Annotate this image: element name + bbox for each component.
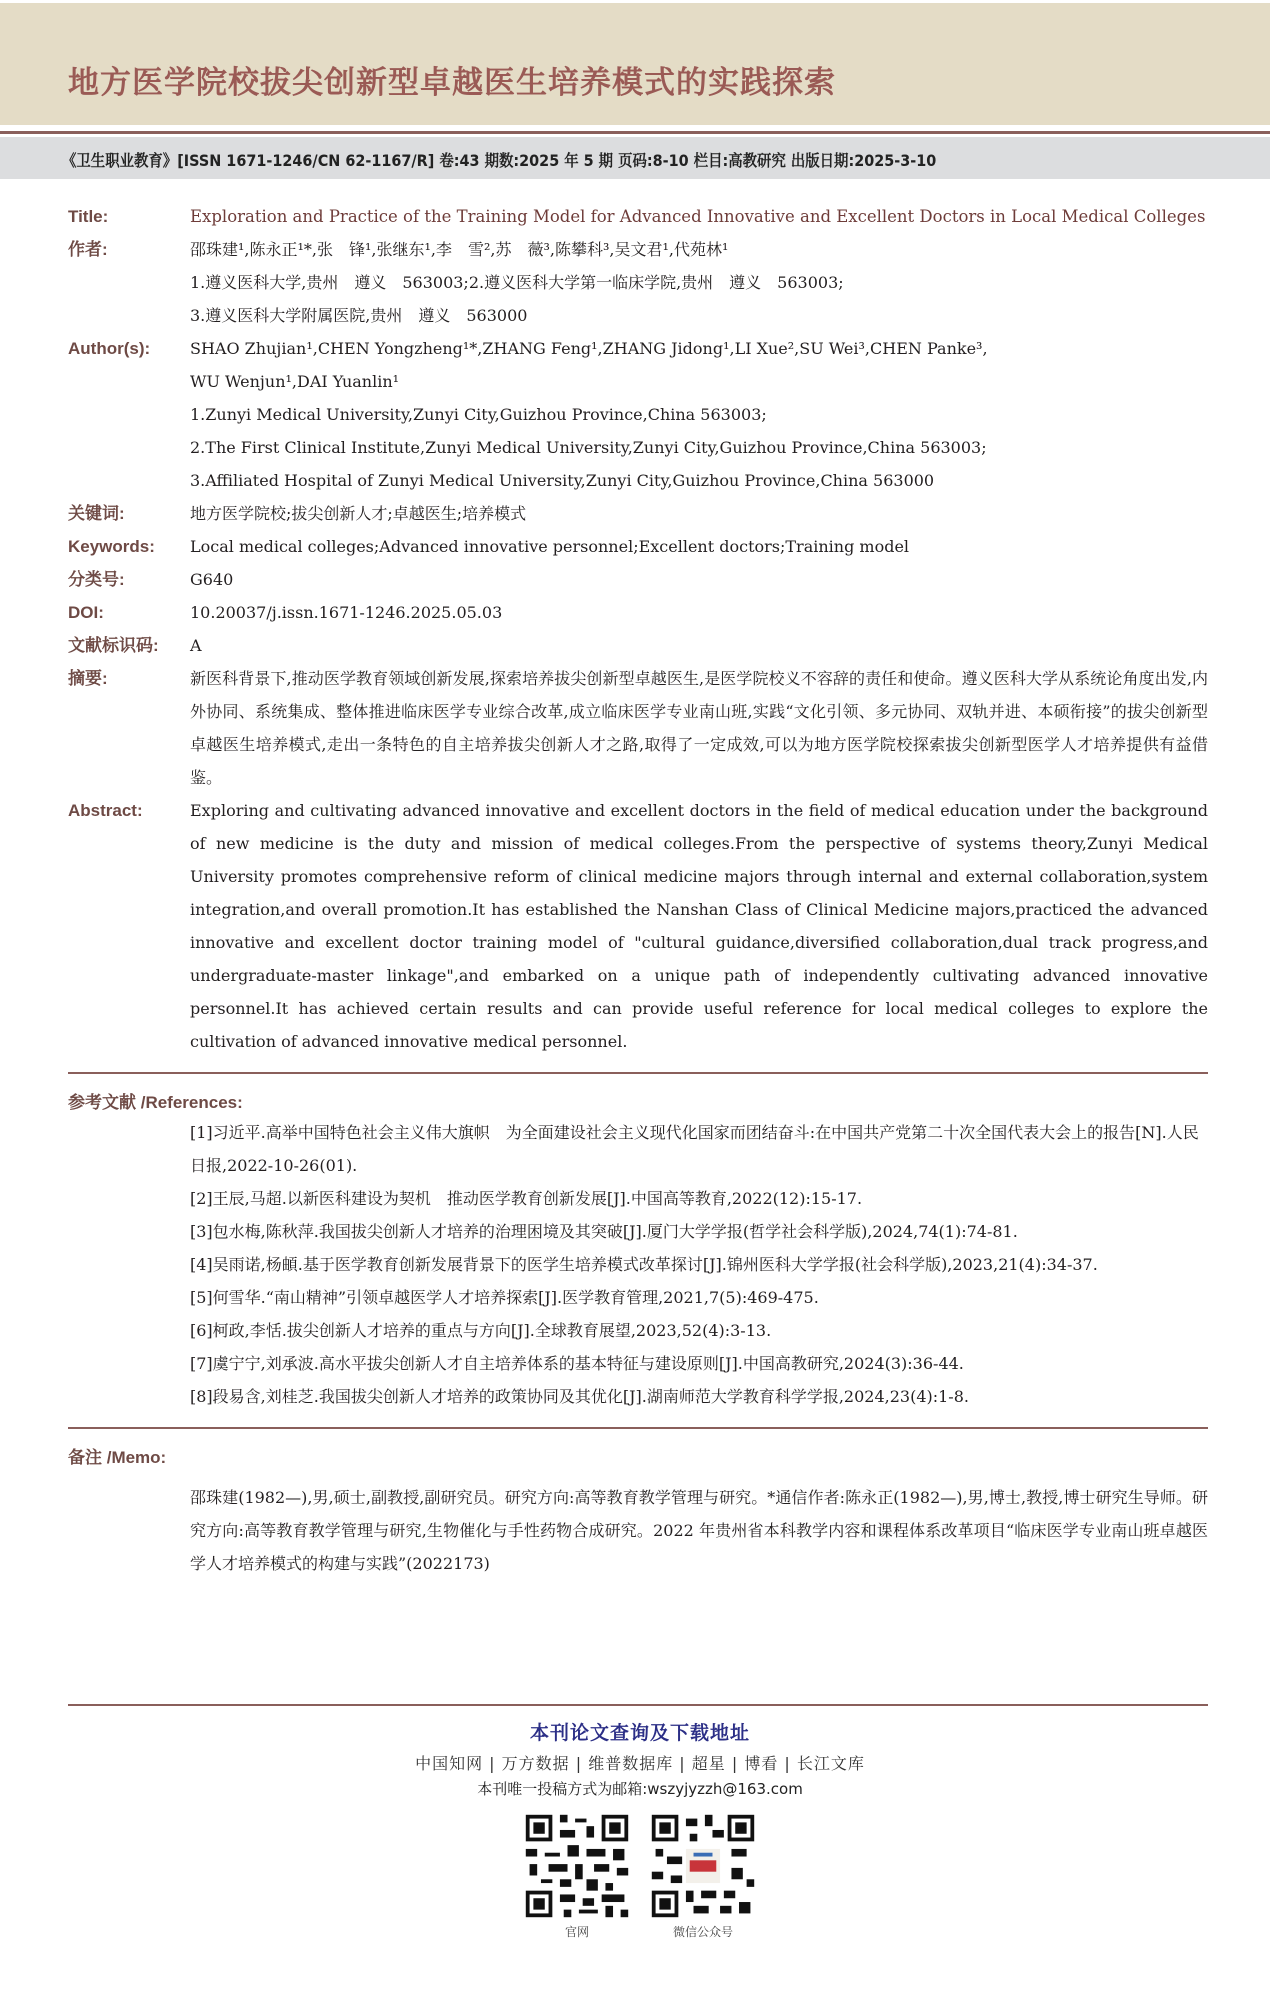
qr-code-icon[interactable] — [522, 1811, 632, 1921]
references-heading: 参考文献 /References: — [68, 1093, 243, 1112]
reference-item: [6]柯政,李恬.拔尖创新人才培养的重点与方向[J].全球教育展望,2023,52(4):3-13. — [190, 1321, 772, 1340]
field-classification — [68, 563, 1208, 596]
qr-website[interactable] — [522, 1811, 632, 1940]
journal-meta-bar — [0, 137, 1270, 179]
reference-list — [190, 1116, 1208, 1413]
abstract-en: Exploring and cultivating advanced innovative and excellent doctors in the field of medical education under the background of new medicine is the duty and mission of medical colleges.From the perspective of systems theory,Zunyi Medical University promotes comprehensive reform of clinical medicine majors through internal and external collaboration,system integration,and overall promotion.It has established the Nanshan Class of Clinical Medicine majors,practiced the advanced innovative and excellent doctor training model of "cultural guidance,diversified collaboration,dual track progress,and undergraduate-master linkage",and embarked on a unique path of independently cultivating advanced innovative personnel.It has achieved certain results and can provide useful reference for local medical colleges to explore the cultivation of advanced innovative medical personnel. — [190, 801, 1208, 1051]
author-names-en: WU Wenjun¹,DAI Yuanlin¹ — [190, 372, 400, 391]
memo-text: 邵珠建(1982—),男,硕士,副教授,副研究员。研究方向:高等教育教学管理与研究。*通信作者:陈永正(1982—),男,博士,教授,博士研究生导师。研究方向:高等教育教学管理与研究,生物催化与手性药物合成研究。2022 年贵州省本科教学内容和课程体系改革项目“临床医学专业南山班卓越医学人才培养模式的构建与实践”(2022173) — [190, 1488, 1208, 1573]
reference-item: [7]虞宁宁,刘承波.高水平拔尖创新人才自主培养体系的基本特征与建设原则[J].中国高教研究,2024(3):36-44. — [190, 1354, 964, 1373]
journal-footer — [0, 1718, 1280, 1940]
download-heading: 本刊论文查询及下载地址 — [529, 1722, 750, 1744]
reference-item: [8]段易含,刘桂芝.我国拔尖创新人才培养的政策协同及其优化[J].湖南师范大学教育科学学报,2024,23(4):1-8. — [190, 1387, 969, 1406]
qr-caption: 微信公众号 — [672, 1925, 733, 1939]
submission-email: 本刊唯一投稿方式为邮箱:wszyjyzzh@163.com — [477, 1780, 803, 1798]
field-label: Keywords: — [68, 537, 155, 556]
qr-code-icon[interactable] — [648, 1811, 758, 1921]
author-names-en: SHAO Zhujian¹,CHEN Yongzheng¹*,ZHANG Feng¹,ZHANG Jidong¹,LI Xue²,SU Wei³,CHEN Panke³, — [190, 339, 988, 358]
field-label: DOI: — [68, 603, 104, 622]
author-names-cn: 邵珠建¹,陈永正¹*,张 锋¹,张继东¹,李 雪²,苏 薇³,陈攀科³,吴文君¹,代苑林¹ — [190, 240, 729, 259]
field-label: Author(s): — [68, 339, 151, 358]
field-label: 关键词: — [68, 504, 125, 523]
reference-item: [2]王辰,马超.以新医科建设为契机 推动医学教育创新发展[J].中国高等教育,2022(12):15-17. — [190, 1189, 863, 1208]
abstract-cn: 新医科背景下,推动医学教育领域创新发展,探索培养拔尖创新型卓越医生,是医学院校义不容辞的责任和使命。遵义医科大学从系统论角度出发,内外协同、系统集成、整体推进临床医学专业综合改革,成立临床医学专业南山班,实践“文化引领、多元协同、双轨并进、本硕衔接”的拔尖创新型卓越医生培养模式,走出一条特色的自主培养拔尖创新人才之路,取得了一定成效,可以为地方医学院校探索拔尖创新型医学人才培养提供有益借鉴。 — [190, 669, 1208, 787]
article-record — [68, 200, 1208, 1580]
field-label: 文献标识码: — [68, 636, 159, 655]
field-abstract-cn — [68, 662, 1208, 794]
qr-codes — [0, 1811, 1280, 1940]
reference-item: [5]何雪华.“南山精神”引领卓越医学人才培养探索[J].医学教育管理,2021,7(5):469-475. — [190, 1288, 819, 1307]
affiliation-en: 1.Zunyi Medical University,Zunyi City,Guizhou Province,China 563003; — [190, 405, 767, 424]
field-label: 分类号: — [68, 570, 125, 589]
classification-code: G640 — [190, 570, 234, 589]
doi-value[interactable]: 10.20037/j.issn.1671-1246.2025.05.03 — [190, 603, 503, 622]
field-label: Abstract: — [68, 801, 143, 820]
field-keywords-cn — [68, 497, 1208, 530]
journal-meta: 《卫生职业教育》[ISSN 1671-1246/CN 62-1167/R] 卷:43 期数:2025 年 5 期 页码:8-10 栏目:高教研究 出版日期:2025-3-10 — [62, 151, 937, 170]
qr-caption: 官网 — [564, 1925, 589, 1939]
field-label: 摘要: — [68, 669, 108, 688]
qr-wechat[interactable] — [648, 1811, 758, 1940]
affiliation-en: 3.Affiliated Hospital of Zunyi Medical University,Zunyi City,Guizhou Province,China 563000 — [190, 471, 935, 490]
header-divider — [0, 131, 1270, 134]
keywords-en: Local medical colleges;Advanced innovative personnel;Excellent doctors;Training model — [190, 537, 910, 556]
field-authors-cn — [68, 233, 1208, 332]
article-title: 地方医学院校拔尖创新型卓越医生培养模式的实践探索 — [68, 65, 836, 101]
field-label: 作者: — [68, 240, 108, 259]
affiliation-cn: 3.遵义医科大学附属医院,贵州 遵义 563000 — [190, 306, 528, 325]
reference-item: [4]吴雨诺,杨頔.基于医学教育创新发展背景下的医学生培养模式改革探讨[J].锦州医科大学学报(社会科学版),2023,21(4):34-37. — [190, 1255, 1098, 1274]
affiliation-en: 2.The First Clinical Institute,Zunyi Medical University,Zunyi City,Guizhou Province,China 563003; — [190, 438, 987, 457]
field-doc-code — [68, 629, 1208, 662]
section-divider — [68, 1427, 1208, 1429]
reference-item: [3]包水梅,陈秋萍.我国拔尖创新人才培养的治理困境及其突破[J].厦门大学学报(哲学社会科学版),2024,74(1):74-81. — [190, 1222, 1018, 1241]
field-title — [68, 200, 1208, 233]
affiliation-cn: 1.遵义医科大学,贵州 遵义 563003;2.遵义医科大学第一临床学院,贵州 遵义 563003; — [190, 273, 844, 292]
field-doi — [68, 596, 1208, 629]
keywords-cn: 地方医学院校;拔尖创新人才;卓越医生;培养模式 — [190, 504, 527, 523]
database-list: 中国知网 | 万方数据 | 维普数据库 | 超星 | 博看 | 长江文库 — [415, 1754, 865, 1773]
reference-item: [1]习近平.高举中国特色社会主义伟大旗帜 为全面建设社会主义现代化国家而团结奋斗:在中国共产党第二十次全国代表大会上的报告[N].人民日报,2022-10-26(01). — [190, 1123, 1199, 1175]
field-authors-en — [68, 332, 1208, 497]
doc-code-value: A — [190, 636, 202, 655]
field-keywords-en — [68, 530, 1208, 563]
english-title: Exploration and Practice of the Training Model for Advanced Innovative and Excellent Doctors in Local Medical Colleges — [190, 207, 1206, 226]
title-banner — [0, 3, 1270, 125]
footer-divider — [68, 1704, 1208, 1706]
field-abstract-en — [68, 794, 1208, 1058]
field-label: Title: — [68, 207, 109, 226]
memo-heading: 备注 /Memo: — [68, 1448, 167, 1467]
section-divider — [68, 1072, 1208, 1074]
